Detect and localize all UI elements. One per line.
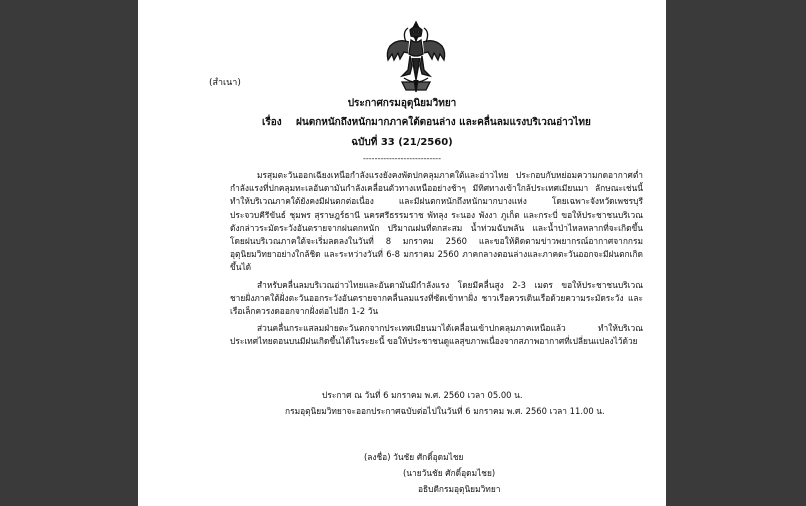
issue-number: ฉบับที่ 33 (21/2560): [351, 137, 453, 148]
document-heading: ประกาศกรมอุตุนิยมวิทยา: [347, 98, 457, 109]
divider-line: ---------------------------: [363, 154, 441, 163]
announcement-date: ประกาศ ณ วันที่ 6 มกราคม พ.ศ. 2560 เวลา 05.00 น.: [322, 390, 523, 400]
next-issue-note: กรมอุตุนิยมวิทยาจะออกประกาศฉบับต่อไปในวันที่ 6 มกราคม พ.ศ. 2560 เวลา 11.00 น.: [285, 406, 605, 416]
signature-line: (ลงชื่อ) วันชัย ศักดิ์อุดมไชย: [364, 452, 464, 462]
signer-title: อธิบดีกรมอุตุนิยมวิทยา: [418, 484, 501, 494]
body-text: [230, 169, 643, 349]
garuda-emblem-icon: [380, 20, 452, 94]
signer-name: (นายวันชัย ศักดิ์อุดมไชย): [403, 468, 496, 478]
subject-label: เรื่อง: [262, 117, 282, 128]
paragraph-3: ส่วนคลื่นกระแสลมฝ่ายตะวันตกจากประเทศเมียนมาได้เคลื่อนเข้าปกคลุมภาคเหนือแล้ว ทำให้บริเวณประเทศไทยตอนบนมีฝนเกิดขึ้นได้ในระยะนี้ ขอให้ประชาชนดูแลสุขภาพเนื่องจากสภาพอากาศที่เปลี่ยนแปลงไว้ด้วย: [230, 323, 643, 347]
paragraph-2: สำหรับคลื่นลมบริเวณอ่าวไทยและอันดามันมีกำลังแรง โดยมีคลื่นสูง 2-3 เมตร ขอให้ประชาชนบริเวณชายฝั่งภาคใต้ฝั่งตะวันออกระวังอันตรายจากคลื่นลมแรงที่ซัดเข้าหาฝั่ง ชาวเรือควรเดินเรือด้วยความระมัดระวัง และเรือเล็กควรงดออกจากฝั่งต่อไปอีก 1-2 วัน: [230, 279, 643, 317]
document-page: [138, 0, 666, 506]
copy-label: (สำเนา): [209, 78, 241, 88]
subject-text: ฝนตกหนักถึงหนักมากภาคใต้ตอนล่าง และคลื่นลมแรงบริเวณอ่าวไทย: [296, 117, 591, 128]
paragraph-1: มรสุมตะวันออกเฉียงเหนือกำลังแรงยังคงพัดปกคลุมภาคใต้และอ่าวไทย ประกอบกับหย่อมความกดอากาศต่ำกำลังแรงที่ปกคลุมทะเลอันดามันกำลังเคลื่อนตัวทางเหนืออย่างช้าๆ มีทิศทางเข้าใกล้ประเทศเมียนมา ลักษณะเช่นนี้ทำให้บริเวณภาคใต้ยังคงมีฝนตกต่อเนื่อง และมีฝนตกหนักถึงหนักมากบางแห่ง โดยเฉพาะจังหวัดเพชรบุรี ประจวบคีรีขันธ์ ชุมพร สุราษฎร์ธานี นครศรีธรรมราช พัทลุง ระนอง พังงา ภูเก็ต และกระบี่ ขอให้ประชาชนบริเวณดังกล่าวระมัดระวังอันตรายจากฝนตกหนัก ปริมาณฝนที่ตกสะสม น้ำท่วมฉับพลัน และน้ำป่าไหลหลากที่จะเกิดขึ้น โดยฝนบริเวณภาคใต้จะเริ่มลดลงในวันที่ 8 มกราคม 2560 และขอให้ติดตามข่าวพยากรณ์อากาศจากกรมอุตุนิยมวิทยาอย่างใกล้ชิด และระหว่างวันที่ 6-8 มกราคม 2560 ภาคกลางตอนล่างและภาคตะวันออกจะมีฝนตกเกิดขึ้นได้: [230, 170, 643, 273]
